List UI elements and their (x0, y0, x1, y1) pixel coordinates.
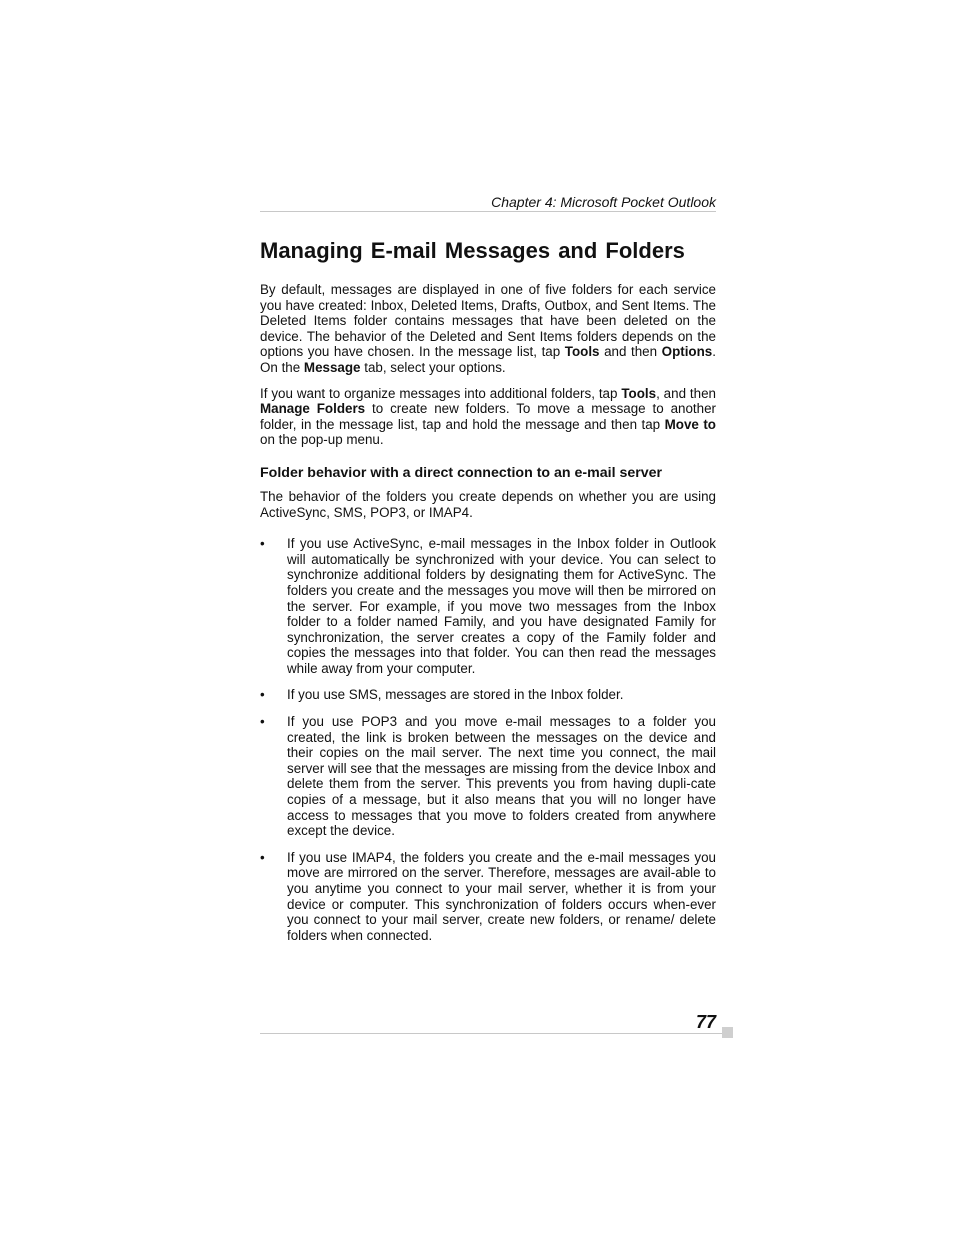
bullet-marker: • (260, 687, 265, 703)
bullet-marker: • (260, 536, 265, 552)
paragraph-text: If you want to organize messages into additional folders, tap (260, 385, 622, 401)
footer-rule (260, 1033, 722, 1034)
bullet-marker: • (260, 849, 265, 865)
bullet-marker: • (260, 714, 265, 730)
list-item-text: If you use POP3 and you move e-mail messages to a folder you created, the link is broken between the messages on the device and their copies on the mail server. The next time you connect, the mail server will see that the messages are missing from the device Inbox and delete them from the server. This prevents you from having dupli-cate copies of a message, but it also means that you will no longer have access to messages that you move to folders created from anywhere except the device. (287, 714, 716, 839)
ui-term-manage-folders: Manage Folders (260, 401, 366, 417)
ui-term-message: Message (303, 359, 361, 375)
ui-term-options: Options (661, 344, 713, 360)
paragraph-text: tab, select your options. (360, 359, 506, 375)
paragraph-default-folders (260, 282, 716, 376)
running-header: Chapter 4: Microsoft Pocket Outlook (491, 194, 716, 210)
list-item-text: If you use SMS, messages are stored in the Inbox folder. (287, 687, 624, 703)
bullet-list (260, 536, 716, 943)
list-item-pop3 (260, 714, 716, 839)
section-intro: The behavior of the folders you create depends on whether you are using ActiveSync, SMS, POP3, or IMAP4. (260, 488, 716, 520)
page-title: Managing E-mail Messages and Folders (260, 238, 685, 263)
list-item-sms (260, 687, 716, 703)
paragraph-text: to create new folders. To move a message to another folder, in the message list, tap and hold the message and then tap (260, 401, 716, 432)
list-item-activesync (260, 536, 716, 676)
paragraph-text: By default, messages are displayed in one of five folders for each service you have created: Inbox, Deleted Items, Drafts, Outbox, and Sent Items. The Deleted Items folder contains messages that have been deleted on the device. The behavior of the Deleted and Sent Items folders depends on the options you have chosen. In the message list, tap (260, 282, 716, 360)
page-content (260, 236, 716, 954)
page-number: 77 (695, 1012, 716, 1032)
header-rule (260, 211, 716, 212)
list-item-imap4 (260, 850, 716, 944)
ui-term-tools: Tools (564, 344, 600, 360)
ui-term-move-to: Move to (664, 416, 716, 432)
paragraph-text: on the pop-up menu. (260, 432, 384, 448)
paragraph-text: and then (599, 344, 662, 360)
list-item-text: If you use IMAP4, the folders you create and the e-mail messages you move are mirrored on the server. Therefore, messages are avail-able to you anytime you connect to your mail server, whether it is from your device or computer. This synchronization of folders occurs when-ever you connect to your mail server, create new folders, or rename/ delete folders when connected. (287, 849, 716, 943)
corner-marker (722, 1027, 733, 1038)
ui-term-tools: Tools (621, 385, 657, 401)
paragraph-text: , and then (656, 385, 716, 401)
list-item-text: If you use ActiveSync, e-mail messages in the Inbox folder in Outlook will automatically be synchronized with your device. You can select to synchronize additional folders by designating them for ActiveSync. The folders you create and the messages you move will then be mirrored on the server. For example, if you move two messages from the Inbox folder to a folder named Family, and you have designated Family for synchronization, the server creates a copy of the Family folder and copies the messages into that folder. You can then read the messages while away from your computer. (287, 536, 716, 676)
paragraph-text: . On the (260, 344, 716, 375)
section-heading: Folder behavior with a direct connection to an e-mail server (260, 464, 663, 481)
paragraph-organize-folders (260, 386, 716, 448)
